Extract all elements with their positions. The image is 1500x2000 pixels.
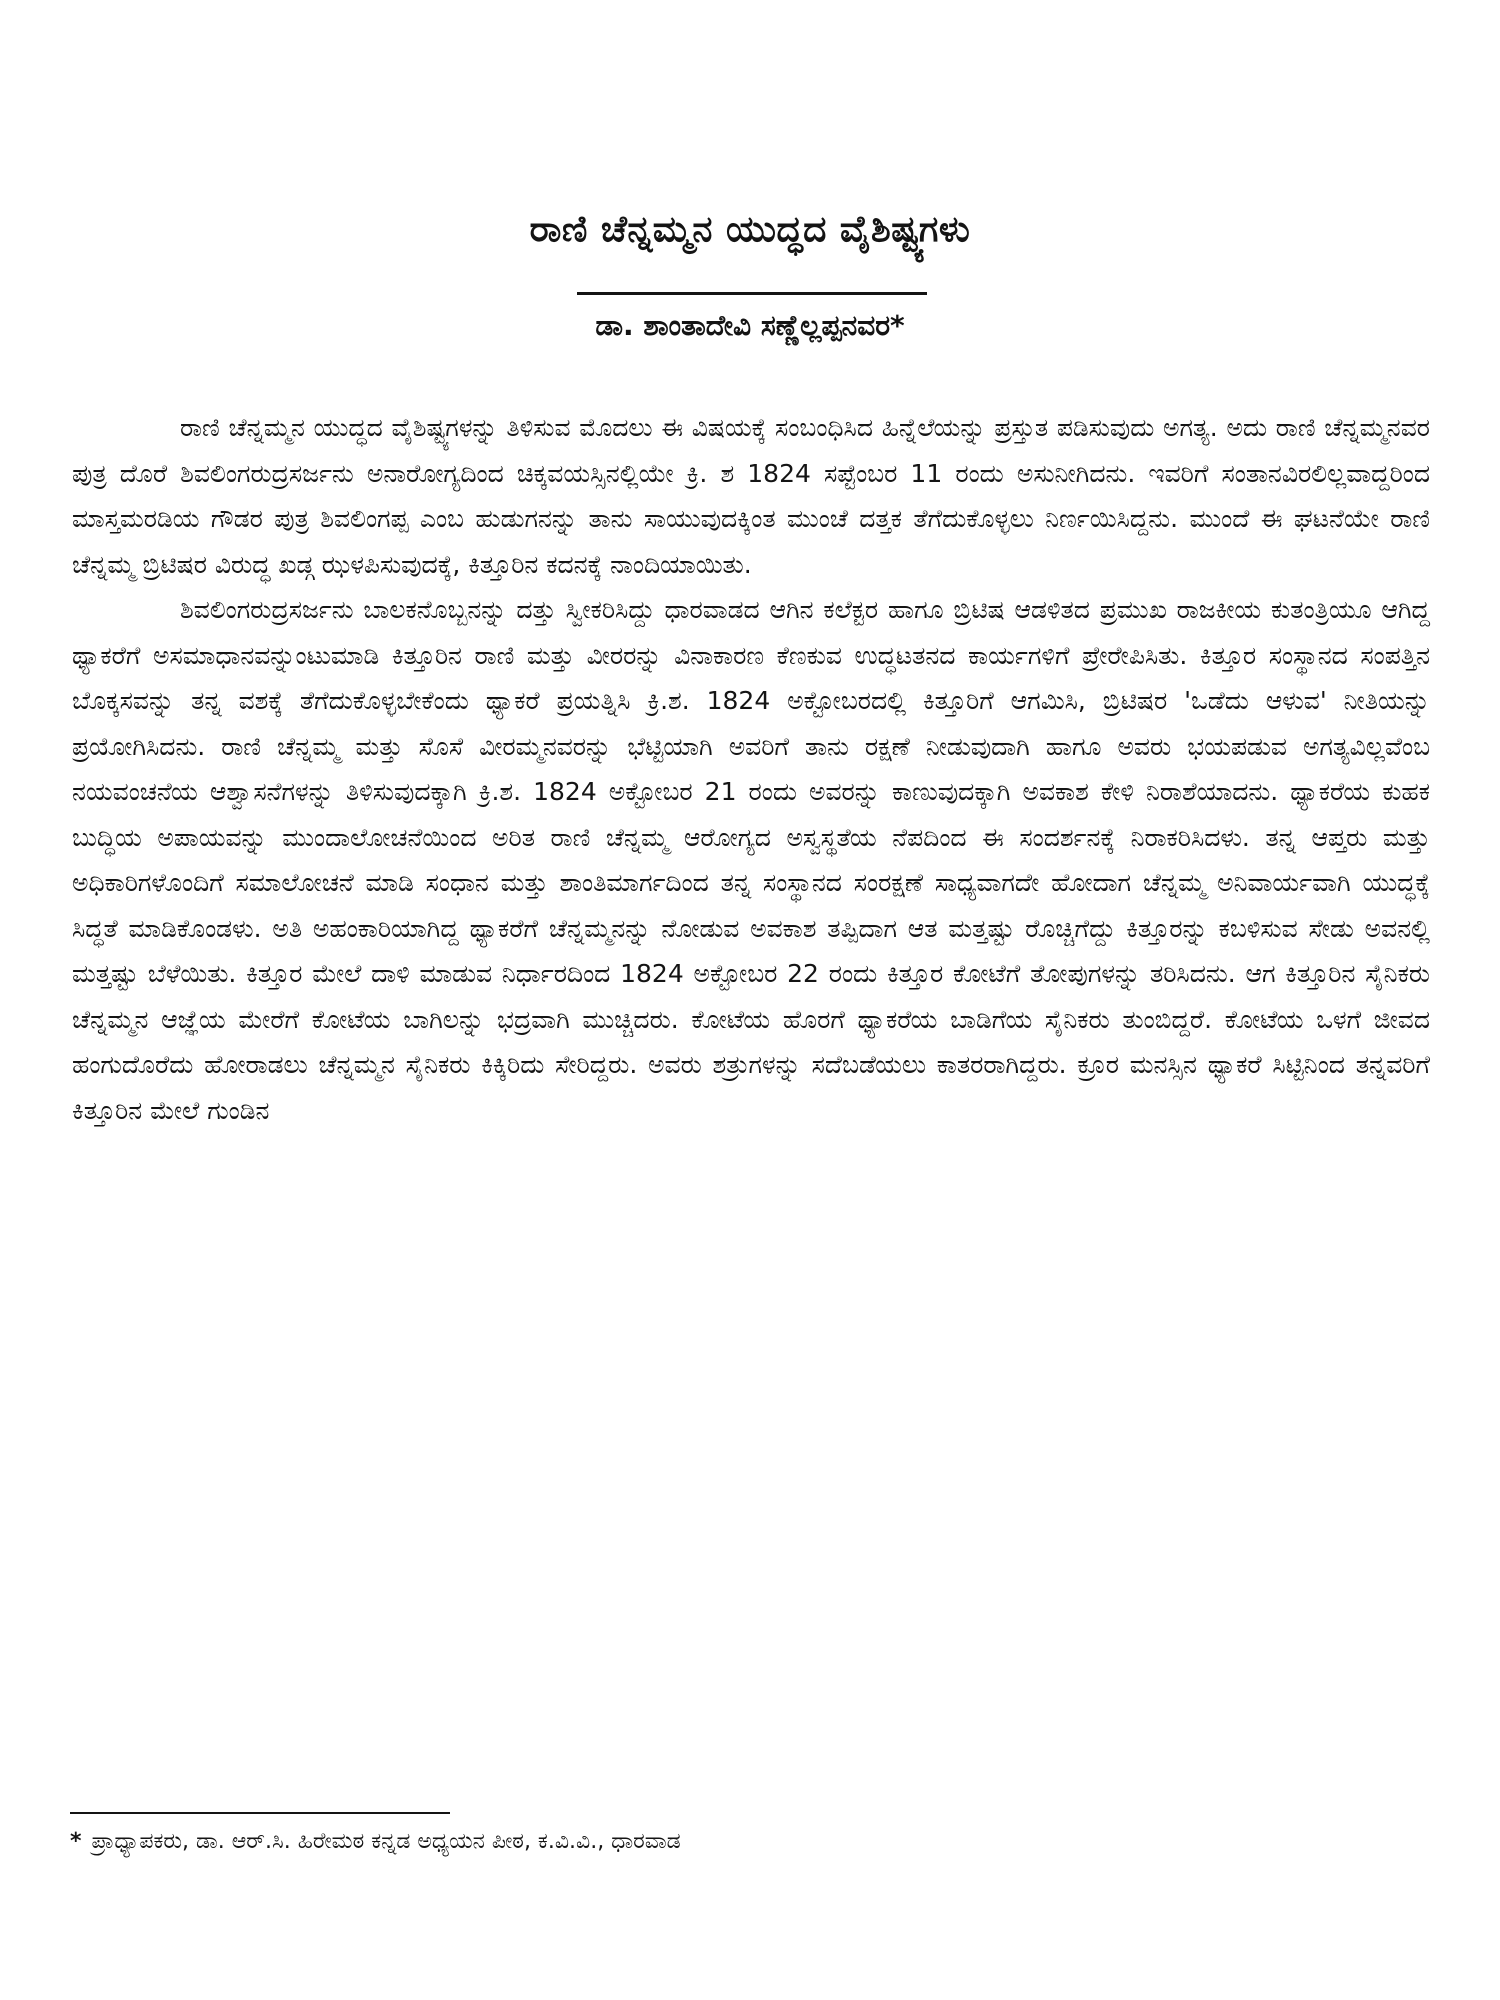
- footnote: [70, 1825, 1430, 1859]
- document-title: ರಾಣಿ ಚೆನ್ನಮ್ಮನ ಯುದ್ಧದ ವೈಶಿಷ್ಟ್ಯಗಳು: [529, 209, 971, 250]
- title-divider: [577, 292, 927, 295]
- footnote-text: ಪ್ರಾಧ್ಯಾಪಕರು, ಡಾ. ಆರ್.ಸಿ. ಹಿರೇಮಠ ಕನ್ನಡ ಅಧ್ಯಯನ ಪೀಠ, ಕ.ವಿ.ವಿ., ಧಾರವಾಡ: [91, 1829, 681, 1854]
- paragraph-2: ಶಿವಲಿಂಗರುದ್ರಸರ್ಜನು ಬಾಲಕನೊಬ್ಬನನ್ನು ದತ್ತು ಸ್ವೀಕರಿಸಿದ್ದು ಧಾರವಾಡದ ಆಗಿನ ಕಲೆಕ್ಟರ ಹಾಗೂ ಬ್ರಿಟಿಷ ಆಡಳಿತದ ಪ್ರಮುಖ ರಾಜಕೀಯ ಕುತಂತ್ರಿಯೂ ಆಗಿದ್ದ ಥ್ಯಾಕರೆಗೆ ಅಸಮಾಧಾನವನ್ನುಂಟುಮಾಡಿ ಕಿತ್ತೂರಿನ ರಾಣಿ ಮತ್ತು ವೀರರನ್ನು ವಿನಾಕಾರಣ ಕೆಣಕುವ ಉದ್ಧಟತನದ ಕಾರ್ಯಗಳಿಗೆ ಪ್ರೇರೇಪಿಸಿತು. ಕಿತ್ತೂರ ಸಂಸ್ಥಾನದ ಸಂಪತ್ತಿನ ಬೊಕ್ಕಸವನ್ನು ತನ್ನ ವಶಕ್ಕೆ ತೆಗೆದುಕೊಳ್ಳಬೇಕೆಂದು ಥ್ಯಾಕರೆ ಪ್ರಯತ್ನಿಸಿ ಕ್ರಿ.ಶ. 1824 ಅಕ್ಟೋಬರದಲ್ಲಿ ಕಿತ್ತೂರಿಗೆ ಆಗಮಿಸಿ, ಬ್ರಿಟಿಷರ 'ಒಡೆದು ಆಳುವ' ನೀತಿಯನ್ನು ಪ್ರಯೋಗಿಸಿದನು. ರಾಣಿ ಚೆನ್ನಮ್ಮ ಮತ್ತು ಸೊಸೆ ವೀರಮ್ಮನವರನ್ನು ಭೆಟ್ಟಿಯಾಗಿ ಅವರಿಗೆ ತಾನು ರಕ್ಷಣೆ ನೀಡುವುದಾಗಿ ಹಾಗೂ ಅವರು ಭಯಪಡುವ ಅಗತ್ಯವಿಲ್ಲವೆಂಬ ನಯವಂಚನೆಯ ಆಶ್ವಾಸನೆಗಳನ್ನು ತಿಳಿಸುವುದಕ್ಕಾಗಿ ಕ್ರಿ.ಶ. 1824 ಅಕ್ಟೋಬರ 21 ರಂದು ಅವರನ್ನು ಕಾಣುವುದಕ್ಕಾಗಿ ಅವಕಾಶ ಕೇಳಿ ನಿರಾಶೆಯಾದನು. ಥ್ಯಾಕರೆಯ ಕುಹಕ ಬುದ್ಧಿಯ ಅಪಾಯವನ್ನು ಮುಂದಾಲೋಚನೆಯಿಂದ ಅರಿತ ರಾಣಿ ಚೆನ್ನಮ್ಮ ಆರೋಗ್ಯದ ಅಸ್ವಸ್ಥತೆಯ ನೆಪದಿಂದ ಈ ಸಂದರ್ಶನಕ್ಕೆ ನಿರಾಕರಿಸಿದಳು. ತನ್ನ ಆಪ್ತರು ಮತ್ತು ಅಧಿಕಾರಿಗಳೊಂದಿಗೆ ಸಮಾಲೋಚನೆ ಮಾಡಿ ಸಂಧಾನ ಮತ್ತು ಶಾಂತಿಮಾರ್ಗದಿಂದ ತನ್ನ ಸಂಸ್ಥಾನದ ಸಂರಕ್ಷಣೆ ಸಾಧ್ಯವಾಗದೇ ಹೋದಾಗ ಚೆನ್ನಮ್ಮ ಅನಿವಾರ್ಯವಾಗಿ ಯುದ್ಧಕ್ಕೆ ಸಿದ್ಧತೆ ಮಾಡಿಕೊಂಡಳು. ಅತಿ ಅಹಂಕಾರಿಯಾಗಿದ್ದ ಥ್ಯಾಕರೆಗೆ ಚೆನ್ನಮ್ಮನನ್ನು ನೋಡುವ ಅವಕಾಶ ತಪ್ಪಿದಾಗ ಆತ ಮತ್ತಷ್ಟು ರೊಚ್ಚಿಗೆದ್ದು ಕಿತ್ತೂರನ್ನು ಕಬಳಿಸುವ ಸೇಡು ಅವನಲ್ಲಿ ಮತ್ತಷ್ಟು ಬೆಳೆಯಿತು. ಕಿತ್ತೂರ ಮೇಲೆ ದಾಳಿ ಮಾಡುವ ನಿರ್ಧಾರದಿಂದ 1824 ಅಕ್ಟೋಬರ 22 ರಂದು ಕಿತ್ತೂರ ಕೋಟೆಗೆ ತೋಪುಗಳನ್ನು ತರಿಸಿದನು. ಆಗ ಕಿತ್ತೂರಿನ ಸೈನಿಕರು ಚೆನ್ನಮ್ಮನ ಆಜ್ಞೆಯ ಮೇರೆಗೆ ಕೋಟೆಯ ಬಾಗಿಲನ್ನು ಭದ್ರವಾಗಿ ಮುಚ್ಚಿದರು. ಕೋಟೆಯ ಹೊರಗೆ ಥ್ಯಾಕರೆಯ ಬಾಡಿಗೆಯ ಸೈನಿಕರು ತುಂಬಿದ್ದರೆ. ಕೋಟೆಯ ಒಳಗೆ ಜೀವದ ಹಂಗುದೊರೆದು ಹೋರಾಡಲು ಚೆನ್ನಮ್ಮನ ಸೈನಿಕರು ಕಿಕ್ಕಿರಿದು ಸೇರಿದ್ದರು. ಅವರು ಶತ್ರುಗಳನ್ನು ಸದೆಬಡೆಯಲು ಕಾತರರಾಗಿದ್ದರು. ಕ್ರೂರ ಮನಸ್ಸಿನ ಥ್ಯಾಕರೆ ಸಿಟ್ಟಿನಿಂದ ತನ್ನವರಿಗೆ ಕಿತ್ತೂರಿನ ಮೇಲೆ ಗುಂಡಿನ: [72, 595, 1430, 1125]
- paragraph-1: ರಾಣಿ ಚೆನ್ನಮ್ಮನ ಯುದ್ಧದ ವೈಶಿಷ್ಟ್ಯಗಳನ್ನು ತಿಳಿಸುವ ಮೊದಲು ಈ ವಿಷಯಕ್ಕೆ ಸಂಬಂಧಿಸಿದ ಹಿನ್ನೆಲೆಯನ್ನು ಪ್ರಸ್ತುತ ಪಡಿಸುವುದು ಅಗತ್ಯ. ಅದು ರಾಣಿ ಚೆನ್ನಮ್ಮನವರ ಪುತ್ರ ದೊರೆ ಶಿವಲಿಂಗರುದ್ರಸರ್ಜನು ಅನಾರೋಗ್ಯದಿಂದ ಚಿಕ್ಕವಯಸ್ಸಿನಲ್ಲಿಯೇ ಕ್ರಿ. ಶ 1824 ಸಪ್ಟೆಂಬರ 11 ರಂದು ಅಸುನೀಗಿದನು. ಇವರಿಗೆ ಸಂತಾನವಿರಲಿಲ್ಲವಾದ್ದರಿಂದ ಮಾಸ್ತಮರಡಿಯ ಗೌಡರ ಪುತ್ರ ಶಿವಲಿಂಗಪ್ಪ ಎಂಬ ಹುಡುಗನನ್ನು ತಾನು ಸಾಯುವುದಕ್ಕಿಂತ ಮುಂಚೆ ದತ್ತಕ ತೆಗೆದುಕೊಳ್ಳಲು ನಿರ್ಣಯಿಸಿದ್ದನು. ಮುಂದೆ ಈ ಘಟನೆಯೇ ರಾಣಿ ಚೆನ್ನಮ್ಮ ಬ್ರಿಟಿಷರ ವಿರುದ್ಧ ಖಡ್ಗ ಝಳಪಿಸುವುದಕ್ಕೆ, ಕಿತ್ತೂರಿನ ಕದನಕ್ಕೆ ನಾಂದಿಯಾಯಿತು.: [72, 413, 1430, 579]
- author-line: ಡಾ. ಶಾಂತಾದೇವಿ ಸಣ್ಣೆಲ್ಲಪ್ಪನವರ*: [595, 309, 905, 342]
- footnote-marker: *: [70, 1829, 82, 1854]
- article-body: [72, 405, 1430, 1133]
- footnote-divider: [70, 1812, 450, 1814]
